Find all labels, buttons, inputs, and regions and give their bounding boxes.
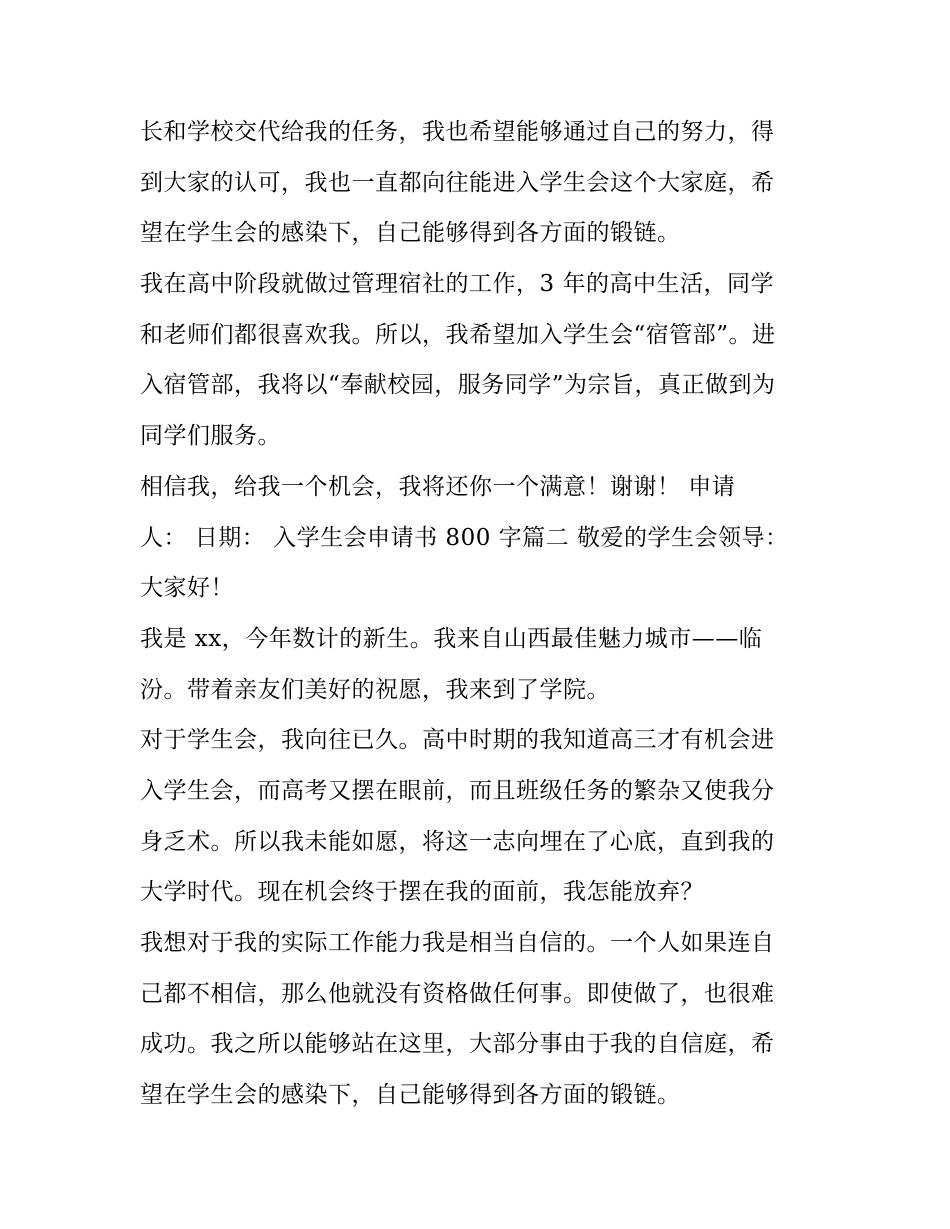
text-line: 人： 日期： 入学生会申请书 800 字篇二 敬爱的学生会领导： — [140, 524, 789, 551]
text-line: 同学们服务。 — [140, 423, 281, 450]
text-line: 成功。我之所以能够站在这里，大部分事由于我的自信庭，希 — [140, 1031, 775, 1058]
text-line: 长和学校交代给我的任务，我也希望能够通过自己的努力，得 — [140, 119, 775, 145]
text-line: 望在学生会的感染下，自己能够得到各方面的锻链。 — [140, 1082, 681, 1109]
text-line: 大学时代。现在机会终于摆在我的面前，我怎能放弃？ — [140, 879, 704, 906]
text-line: 我在高中阶段就做过管理宿社的工作，3 年的高中生活，同学 — [140, 271, 774, 298]
text-line: 身乏术。所以我未能如愿，将这一志向埋在了心底，直到我的 — [140, 828, 775, 855]
text-line: 己都不相信，那么他就没有资格做任何事。即使做了，也很难 — [140, 980, 775, 1007]
text-line: 相信我，给我一个机会，我将还你一个满意！谢谢！ 申请 — [140, 473, 736, 500]
text-line: 大家好！ — [140, 575, 234, 602]
text-line: 入学生会，而高考又摆在眼前，而且班级任务的繁杂又使我分 — [140, 777, 775, 804]
text-line: 望在学生会的感染下，自己能够得到各方面的锻链。 — [140, 220, 681, 247]
text-line: 我是 xx，今年数计的新生。我来自山西最佳魅力城市——临 — [140, 625, 763, 652]
text-line: 入宿管部，我将以“奉献校园，服务同学”为宗旨，真正做到为 — [140, 372, 776, 399]
text-line: 对于学生会，我向往已久。高中时期的我知道高三才有机会进 — [140, 727, 775, 754]
text-line: 到大家的认可，我也一直都向往能进入学生会这个大家庭，希 — [140, 169, 775, 196]
text-line: 汾。带着亲友们美好的祝愿，我来到了学院。 — [140, 676, 610, 703]
text-line: 我想对于我的实际工作能力我是相当自信的。一个人如果连自 — [140, 930, 775, 956]
text-line: 和老师们都很喜欢我。所以，我希望加入学生会“宿管部”。进 — [140, 321, 776, 348]
document-body — [140, 107, 820, 1121]
